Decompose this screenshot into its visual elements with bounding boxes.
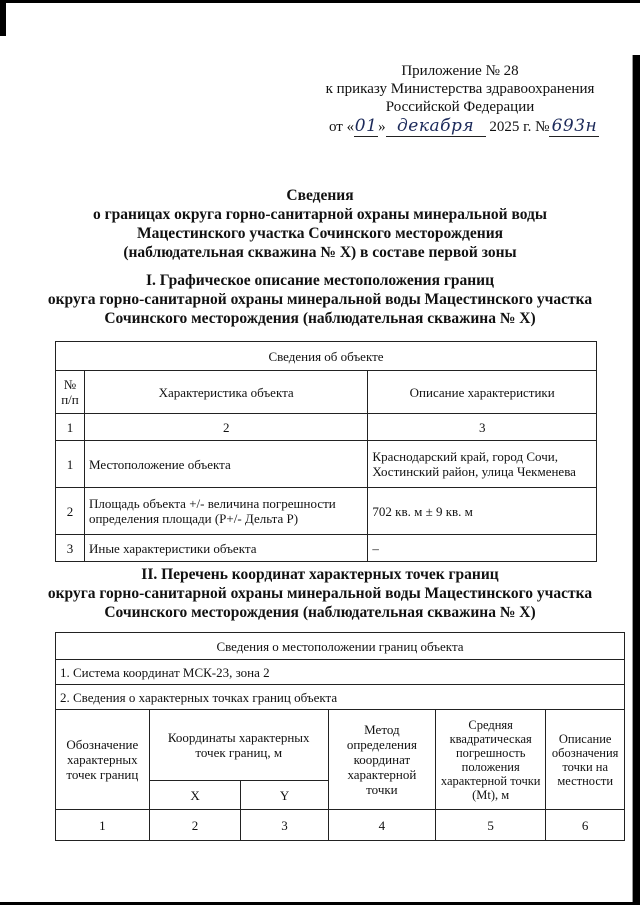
order-number-handwritten: 693н [549,116,599,137]
row-characteristic: Местоположение объекта [84,441,367,488]
appendix-order-ref: к приказу Министерства здравоохранения [325,81,595,97]
section-1-line-2: округа горно-санитарной охраны минеральной воды Мацестинского участка [47,291,593,308]
row-description: – [368,535,597,562]
table2-colnum-1: 1 [56,810,150,841]
table2-header-method: Метод определения координат характерной точки [328,710,435,810]
table-row [56,535,597,562]
order-month-handwritten: декабря [386,116,486,137]
row-num: 3 [56,535,85,562]
order-day-handwritten: 01 [354,116,378,136]
row-characteristic: Площадь объекта +/- величина погрешности определения площади (P+/- Дельта P) [84,488,367,535]
scan-edge-top [0,0,640,3]
row-description: 702 кв. м ± 9 кв. м [368,488,597,535]
object-info-table [55,341,597,562]
order-date-line [329,116,599,137]
order-day-close: » [378,119,386,135]
table1-header-characteristic: Характеристика объекта [84,371,367,414]
scan-edge-left [0,0,6,36]
section-2-line-2: округа горно-санитарной охраны минеральной воды Мацестинского участка [47,585,593,602]
title-line-1: Сведения [286,187,354,204]
document-title [40,186,600,262]
table2-colnum-5: 5 [436,810,546,841]
table1-colnum-1: 1 [56,414,85,441]
boundary-coordinates-table [55,632,625,841]
section-2-line-1: II. Перечень координат характерных точек границ [141,566,499,583]
table1-colnum-2: 2 [84,414,367,441]
title-line-4: (наблюдательная скважина № X) в составе первой зоны [123,244,517,261]
row-description: Краснодарский край, город Сочи, Хостинский район, улица Чекменева [368,441,597,488]
table2-header-error: Средняя квадратическая погрешность положения характерной точки (Mt), м [436,710,546,810]
section-1-line-3: Сочинского месторождения (наблюдательная скважина № X) [104,310,536,327]
section-2-heading [40,565,600,622]
table-row [56,441,597,488]
table2-header-description: Описание обозначения точки на местности [546,710,625,810]
title-line-3: Мацестинского участка Сочинского месторождения [136,225,504,242]
table2-colnum-3: 3 [241,810,328,841]
row-num: 1 [56,441,85,488]
section-1-heading [40,271,600,328]
table1-colnum-3: 3 [368,414,597,441]
table1-header-num: № п/п [56,371,85,414]
scan-edge-right-shadow [632,55,633,905]
table2-header-y: Y [241,781,328,810]
table2-header-designation: Обозначение характерных точек границ [56,710,150,810]
table2-points-title: 2. Сведения о характерных точках границ объекта [56,685,625,710]
table1-header-description: Описание характеристики [368,371,597,414]
scan-edge-right [633,55,640,905]
table2-caption: Сведения о местоположении границ объекта [56,633,625,660]
section-1-line-1: I. Графическое описание местоположения границ [145,272,495,289]
section-2-line-3: Сочинского месторождения (наблюдательная скважина № X) [104,604,536,621]
table2-colnum-6: 6 [546,810,625,841]
row-num: 2 [56,488,85,535]
table2-colnum-2: 2 [149,810,241,841]
appendix-header [300,62,620,116]
order-year: 2025 г. № [489,119,550,135]
table2-coord-system: 1. Система координат МСК-23, зона 2 [56,660,625,685]
table-row [56,488,597,535]
order-prefix: от « [329,119,355,135]
appendix-federation: Российской Федерации [385,99,535,115]
appendix-number: Приложение № 28 [401,63,519,79]
table2-header-coordinates: Координаты характерных точек границ, м [149,710,328,781]
table2-colnum-4: 4 [328,810,435,841]
table2-header-x: X [149,781,241,810]
title-line-2: о границах округа горно-санитарной охраны минеральной воды [92,206,547,223]
row-characteristic: Иные характеристики объекта [84,535,367,562]
table1-caption: Сведения об объекте [56,342,597,371]
